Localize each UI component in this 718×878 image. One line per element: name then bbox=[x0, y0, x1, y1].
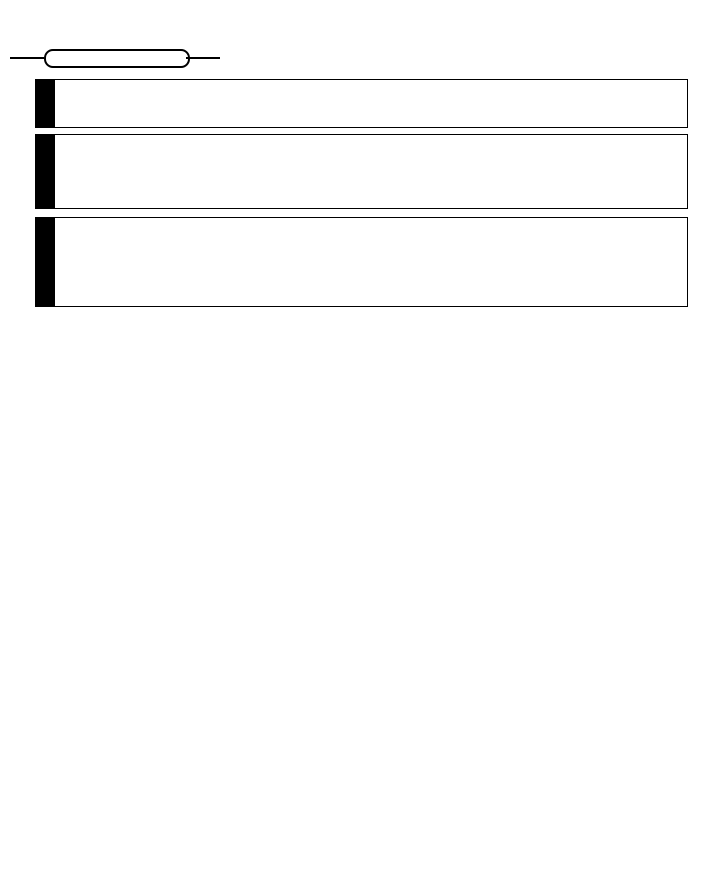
comments-section bbox=[35, 217, 688, 307]
client-section bbox=[35, 134, 688, 209]
unit-section bbox=[35, 79, 688, 128]
logo-rule-left bbox=[10, 57, 44, 59]
unit-section-label bbox=[35, 79, 55, 128]
comments-section-label bbox=[35, 217, 55, 307]
logo-subtitle bbox=[44, 49, 190, 68]
blackstone-logo bbox=[6, 5, 224, 67]
logo-rule-right bbox=[186, 57, 220, 59]
client-section-label bbox=[35, 134, 55, 209]
